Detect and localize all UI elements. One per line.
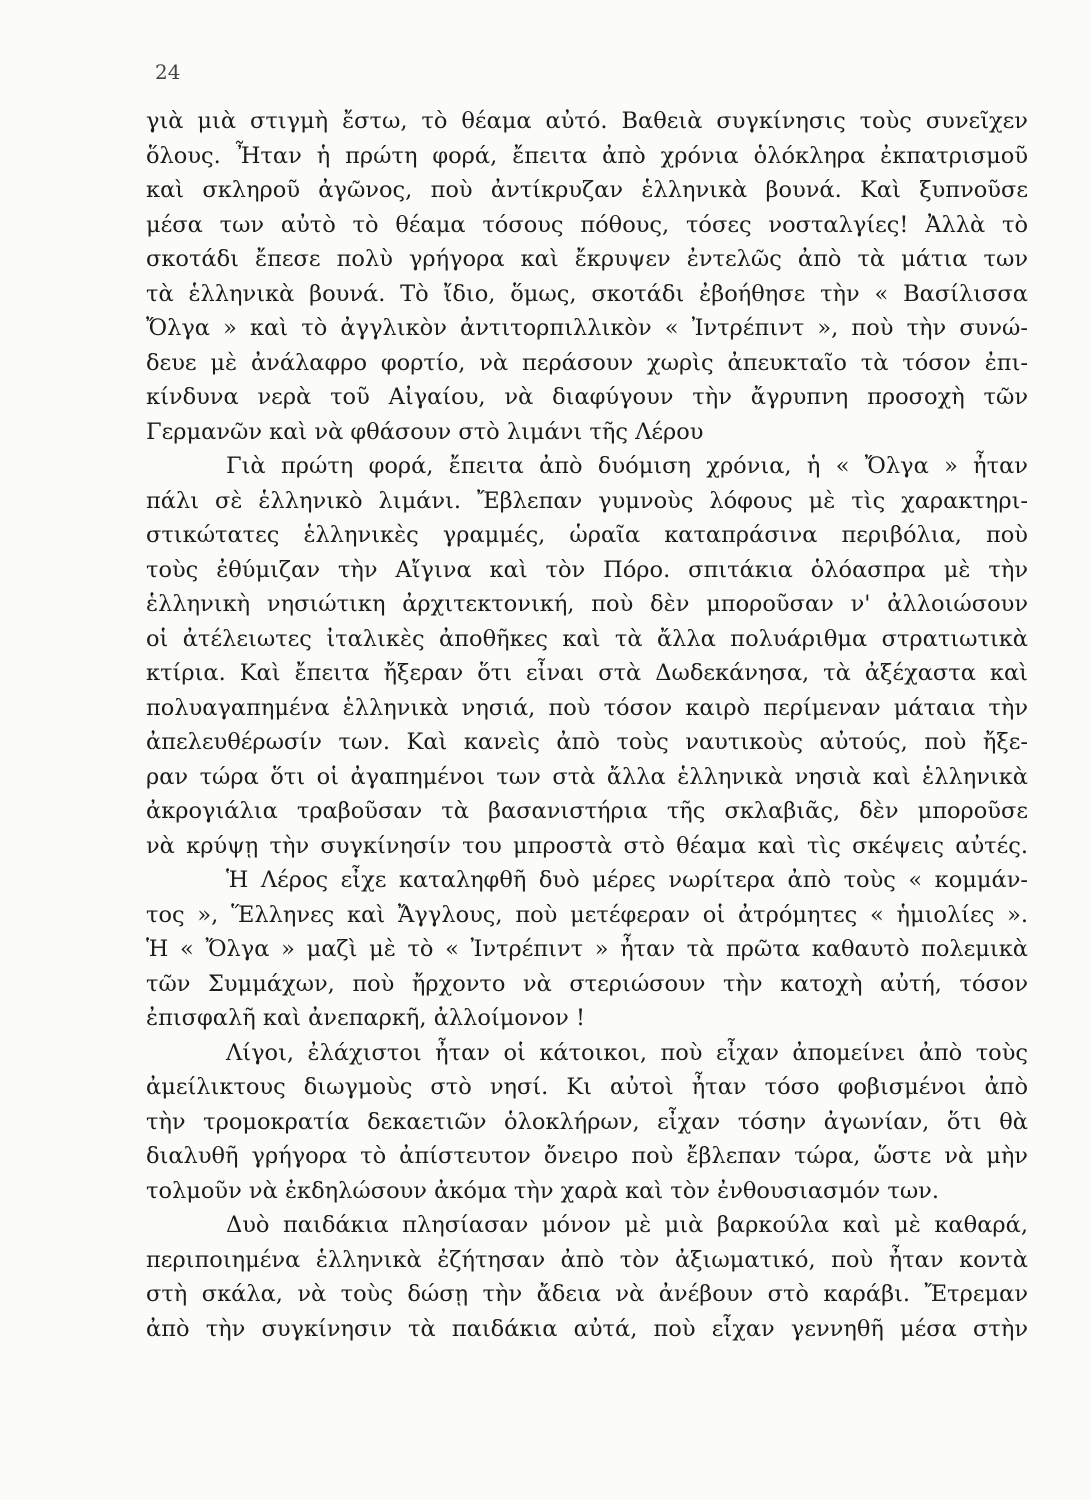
- text-line: μέσα των αὐτὸ τὸ θέαμα τόσους πόθους, τόσες νοσταλγίες! Ἀλλὰ τὸ: [146, 211, 1028, 238]
- text-line: καὶ σκληροῦ ἀγῶνος, ποὺ ἀντίκρυζαν ἑλληνικὰ βουνά. Καὶ ξυπνοῦσε: [146, 177, 1028, 203]
- text-line: ἀκρογιάλια τραβοῦσαν τὰ βασανιστήρια τῆς σκλαβιᾶς, δὲν μποροῦσε: [146, 798, 1028, 824]
- text-line: στὴ σκάλα, νὰ τοὺς δώσῃ τὴν ἄδεια νὰ ἀνέβουν στὸ καράβι. Ἔτρεμαν: [146, 1281, 1028, 1307]
- text-line: πολυαγαπημένα ἑλληνικὰ νησιά, ποὺ τόσον καιρὸ περίμεναν μάταια τὴν: [146, 694, 1028, 721]
- text-line: δευε μὲ ἀνάλαφρο φορτίο, νὰ περάσουν χωρὶς ἀπευκταῖο τὰ τόσον ἐπι-: [146, 349, 1028, 376]
- text-line: σκοτάδι ἔπεσε πολὺ γρήγορα καὶ ἔκρυψεν ἐντελῶς ἀπὸ τὰ μάτια των: [146, 246, 1028, 272]
- text-line: Ἡ Λέρος εἶχε καταληφθῆ δυὸ μέρες νωρίτερα ἀπὸ τοὺς « κομμάν-: [226, 867, 1028, 893]
- text-line: διαλυθῆ γρήγορα τὸ ἀπίστευτον ὄνειρο ποὺ ἔβλεπαν τώρα, ὥστε νὰ μὴν: [146, 1143, 1028, 1169]
- text-line: γιὰ μιὰ στιγμὴ ἔστω, τὸ θέαμα αὐτό. Βαθειὰ συγκίνησις τοὺς συνεῖχεν: [146, 108, 1028, 134]
- page-number: 24: [155, 60, 181, 84]
- text-line: στικώτατες ἑλληνικὲς γραμμές, ὡραῖα καταπράσινα περιβόλια, ποὺ: [146, 522, 1028, 548]
- text-line: πάλι σὲ ἑλληνικὸ λιμάνι. Ἔβλεπαν γυμνοὺς λόφους μὲ τὶς χαρακτηρι-: [146, 487, 1028, 514]
- body-text: [146, 104, 1028, 1346]
- text-line: Ἡ « Ὄλγα » μαζὶ μὲ τὸ « Ἰντρέπιντ » ἦταν τὰ πρῶτα καθαυτὸ πολεμικὰ: [146, 936, 1028, 962]
- text-line: Γερμανῶν καὶ νὰ φθάσουν στὸ λιμάνι τῆς Λέρου: [146, 418, 704, 445]
- text-line: νὰ κρύψῃ τὴν συγκίνησίν του μπροστὰ στὸ θέαμα καὶ τὶς σκέψεις αὐτές.: [146, 832, 1028, 859]
- text-line: περιποιημένα ἑλληνικὰ ἐζήτησαν ἀπὸ τὸν ἀξιωματικό, ποὺ ἦταν κοντὰ: [146, 1246, 1028, 1273]
- text-line: Δυὸ παιδάκια πλησίασαν μόνον μὲ μιὰ βαρκούλα καὶ μὲ καθαρά,: [226, 1212, 1028, 1238]
- text-line: ἐπισφαλῆ καὶ ἀνεπαρκῆ, ἀλλοίμονον !: [146, 1005, 586, 1031]
- text-line: Ὄλγα » καὶ τὸ ἀγγλικὸν ἀντιτορπιλλικὸν « Ἰντρέπιντ », ποὺ τὴν συνώ-: [146, 315, 1028, 341]
- text-line: ραν τώρα ὅτι οἱ ἀγαπημένοι των στὰ ἄλλα ἑλληνικὰ νησιὰ καὶ ἑλληνικὰ: [146, 763, 1028, 790]
- text-line: οἱ ἀτέλειωτες ἰταλικὲς ἀποθῆκες καὶ τὰ ἄλλα πολυάριθμα στρατιωτικὰ: [146, 625, 1028, 652]
- text-line: τὴν τρομοκρατία δεκαετιῶν ὁλοκλήρων, εἶχαν τόσην ἀγωνίαν, ὅτι θὰ: [146, 1108, 1028, 1135]
- text-line: ὅλους. Ἦταν ἡ πρώτη φορά, ἔπειτα ἀπὸ χρόνια ὁλόκληρα ἐκπατρισμοῦ: [146, 142, 1028, 169]
- text-line: τολμοῦν νὰ ἐκδηλώσουν ἀκόμα τὴν χαρὰ καὶ τὸν ἐνθουσιασμόν των.: [146, 1177, 940, 1204]
- text-line: ἀπελευθέρωσίν των. Καὶ κανεὶς ἀπὸ τοὺς ναυτικοὺς αὐτούς, ποὺ ἤξε-: [146, 729, 1028, 755]
- text-line: ἀπὸ τὴν συγκίνησιν τὰ παιδάκια αὐτά, ποὺ εἶχαν γεννηθῆ μέσα στὴν: [146, 1315, 1028, 1342]
- text-line: τῶν Συμμάχων, ποὺ ἤρχοντο νὰ στεριώσουν τὴν κατοχὴ αὐτή, τόσον: [146, 970, 1028, 997]
- text-line: τὰ ἑλληνικὰ βουνά. Τὸ ἴδιο, ὅμως, σκοτάδι ἐβοήθησε τὴν « Βασίλισσα: [146, 280, 1028, 307]
- text-line: κίνδυνα νερὰ τοῦ Αἰγαίου, νὰ διαφύγουν τὴν ἄγρυπνη προσοχὴ τῶν: [146, 384, 1028, 410]
- text-line: Γιὰ πρώτη φορά, ἔπειτα ἀπὸ δυόμιση χρόνια, ἡ « Ὄλγα » ἦταν: [226, 453, 1028, 479]
- text-line: τος », Ἕλληνες καὶ Ἄγγλους, ποὺ μετέφεραν οἱ ἀτρόμητες « ἡμιολίες ».: [146, 901, 1028, 928]
- text-line: τοὺς ἐθύμιζαν τὴν Αἴγινα καὶ τὸν Πόρο. σπιτάκια ὁλόασπρα μὲ τὴν: [146, 556, 1028, 583]
- text-line: Λίγοι, ἐλάχιστοι ἦταν οἱ κάτοικοι, ποὺ εἶχαν ἀπομείνει ἀπὸ τοὺς: [226, 1039, 1028, 1066]
- text-line: ἑλληνικὴ νησιώτικη ἀρχιτεκτονική, ποὺ δὲν μποροῦσαν ν' ἀλλοιώσουν: [146, 591, 1028, 617]
- text-line: ἀμείλικτους διωγμοὺς στὸ νησί. Κι αὐτοὶ ἦταν τόσο φοβισμένοι ἀπὸ: [146, 1074, 1028, 1100]
- text-line: κτίρια. Καὶ ἔπειτα ἤξεραν ὅτι εἶναι στὰ Δωδεκάνησα, τὰ ἀξέχαστα καὶ: [146, 660, 1028, 686]
